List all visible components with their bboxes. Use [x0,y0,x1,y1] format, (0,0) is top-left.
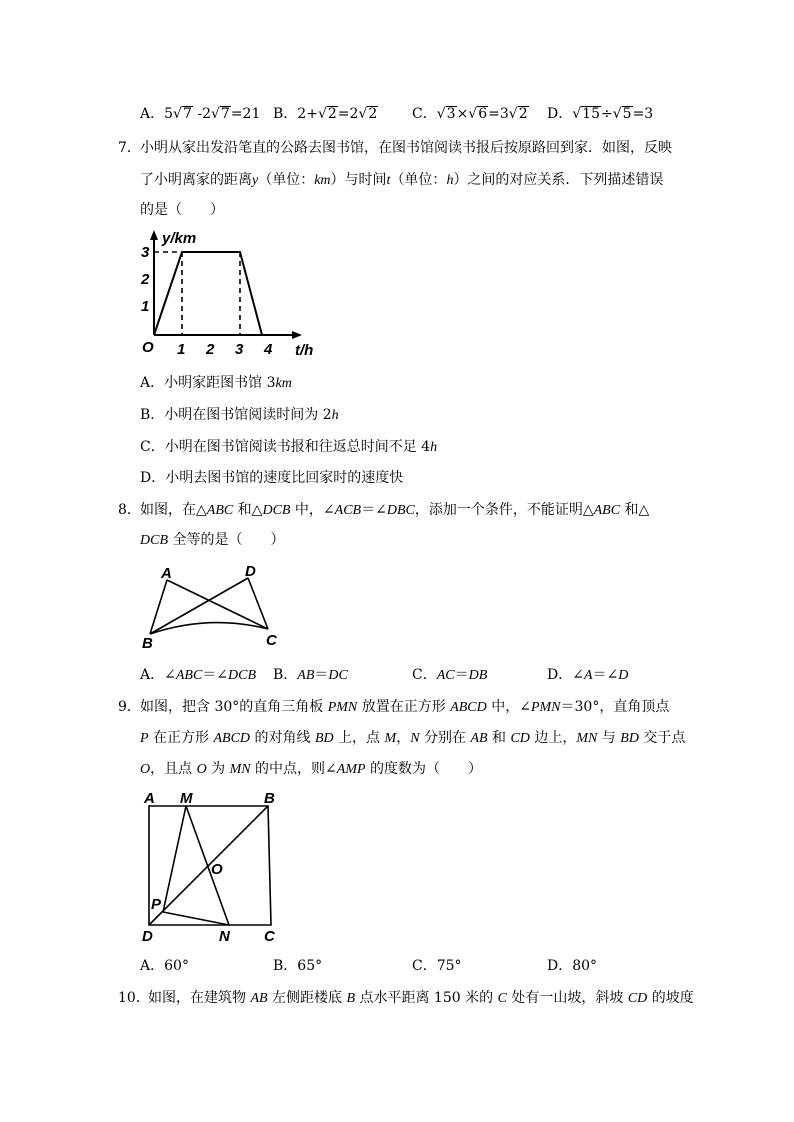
q7-graph-line [154,252,262,335]
svg-text:A: A [161,565,172,582]
svg-text:O: O [211,861,223,878]
q7-graph-ytick-2: 2 [141,271,150,288]
q9-stem-line1: 如图，把含 30°的直角三角板 PMN 放置在正方形 ABCD 中，∠PMN＝30°，直角顶点 [140,699,670,715]
svg-text:B: B [142,635,153,652]
q9-square-figure [140,786,290,946]
q7-stem-line1: 小明从家出发沿笔直的公路去图书馆，在图书馆阅读书报后按原路回到家．如图，反映 [140,140,672,156]
q7-graph-xtick-1: 1 [177,341,186,358]
q6-option-c: C．√3×√6=3√2 [412,106,528,122]
svg-text:N: N [219,928,230,945]
q7-option-c: C．小明在图书馆阅读书报和往返总时间不足 4h [140,439,438,455]
q10-stem-line1: 如图，在建筑物 AB 左侧距楼底 B 点水平距离 150 米的 C 处有一山坡，斜坡 CD 的坡度 [148,990,694,1006]
q7-number: 7． [118,140,141,156]
q8-option-a: A．∠ABC＝∠DCB [140,667,257,683]
svg-text:D: D [245,563,256,580]
q7-graph-ylabel: y/km [162,230,197,247]
q7-graph-x-arrow [292,331,302,339]
q7-graph-xtick-4: 4 [264,341,273,358]
q7-graph-ytick-3: 3 [141,244,150,261]
q8-stem-line2: DCB 全等的是（ ） [140,532,285,548]
svg-text:P: P [151,896,162,913]
q9-option-b: B．65° [273,958,323,974]
q9-stem-line2: P 在正方形 ABCD 的对角线 BD 上，点 M，N 分别在 AB 和 CD 边上，MN 与 BD 交于点 [140,730,686,746]
q9-option-a: A．60° [140,958,189,974]
q9-option-c: C．75° [412,958,462,974]
q8-option-b: B．AB＝DC [273,667,348,683]
q9-number: 9． [118,699,141,715]
svg-text:C: C [264,928,275,945]
q7-graph-origin: O [142,339,154,356]
q8-option-c: C．AC＝DB [412,667,488,683]
q7-graph-xlabel: t/h [295,342,314,359]
q8-triangles-figure [140,556,290,654]
svg-text:B: B [264,790,275,807]
q8-stem-line1: 如图，在△ABC 和△DCB 中，∠ACB＝∠DBC，添加一个条件，不能证明△ABC 和△ [140,502,650,518]
q7-option-d: D．小明去图书馆的速度比回家时的速度快 [140,470,404,486]
q7-graph-ytick-1: 1 [141,298,150,315]
q7-graph-xtick-2: 2 [206,341,215,358]
q6-option-d: D．√15÷√5=3 [547,106,654,122]
q6-option-b: B．2+√2=2√2 [273,106,378,122]
svg-text:C: C [266,632,277,649]
q7-option-b: B．小明在图书馆阅读时间为 2h [140,407,339,423]
q10-number: 10． [118,990,150,1006]
q7-graph-y-arrow [150,230,158,240]
q6-option-a: A．5√7 -2√7=21 [140,106,261,122]
q7-option-a: A．小明家距图书馆 3km [140,375,292,391]
q7-distance-time-graph [140,222,340,362]
q8-number: 8． [118,502,141,518]
q9-stem-line3: O，且点 O 为 MN 的中点，则∠AMP 的度数为（ ） [140,761,483,777]
q9-option-d: D．80° [547,958,598,974]
q7-stem-line3: 的是（ ） [140,202,224,218]
svg-text:A: A [144,790,155,807]
svg-text:M: M [180,790,193,807]
q8-option-d: D．∠A＝∠D [547,667,629,683]
svg-text:D: D [142,928,153,945]
q7-stem-line2: 了小明离家的距离y（单位：km）与时间t（单位：h）之间的对应关系．下列描述错误 [140,172,664,188]
q7-graph-xtick-3: 3 [235,341,244,358]
